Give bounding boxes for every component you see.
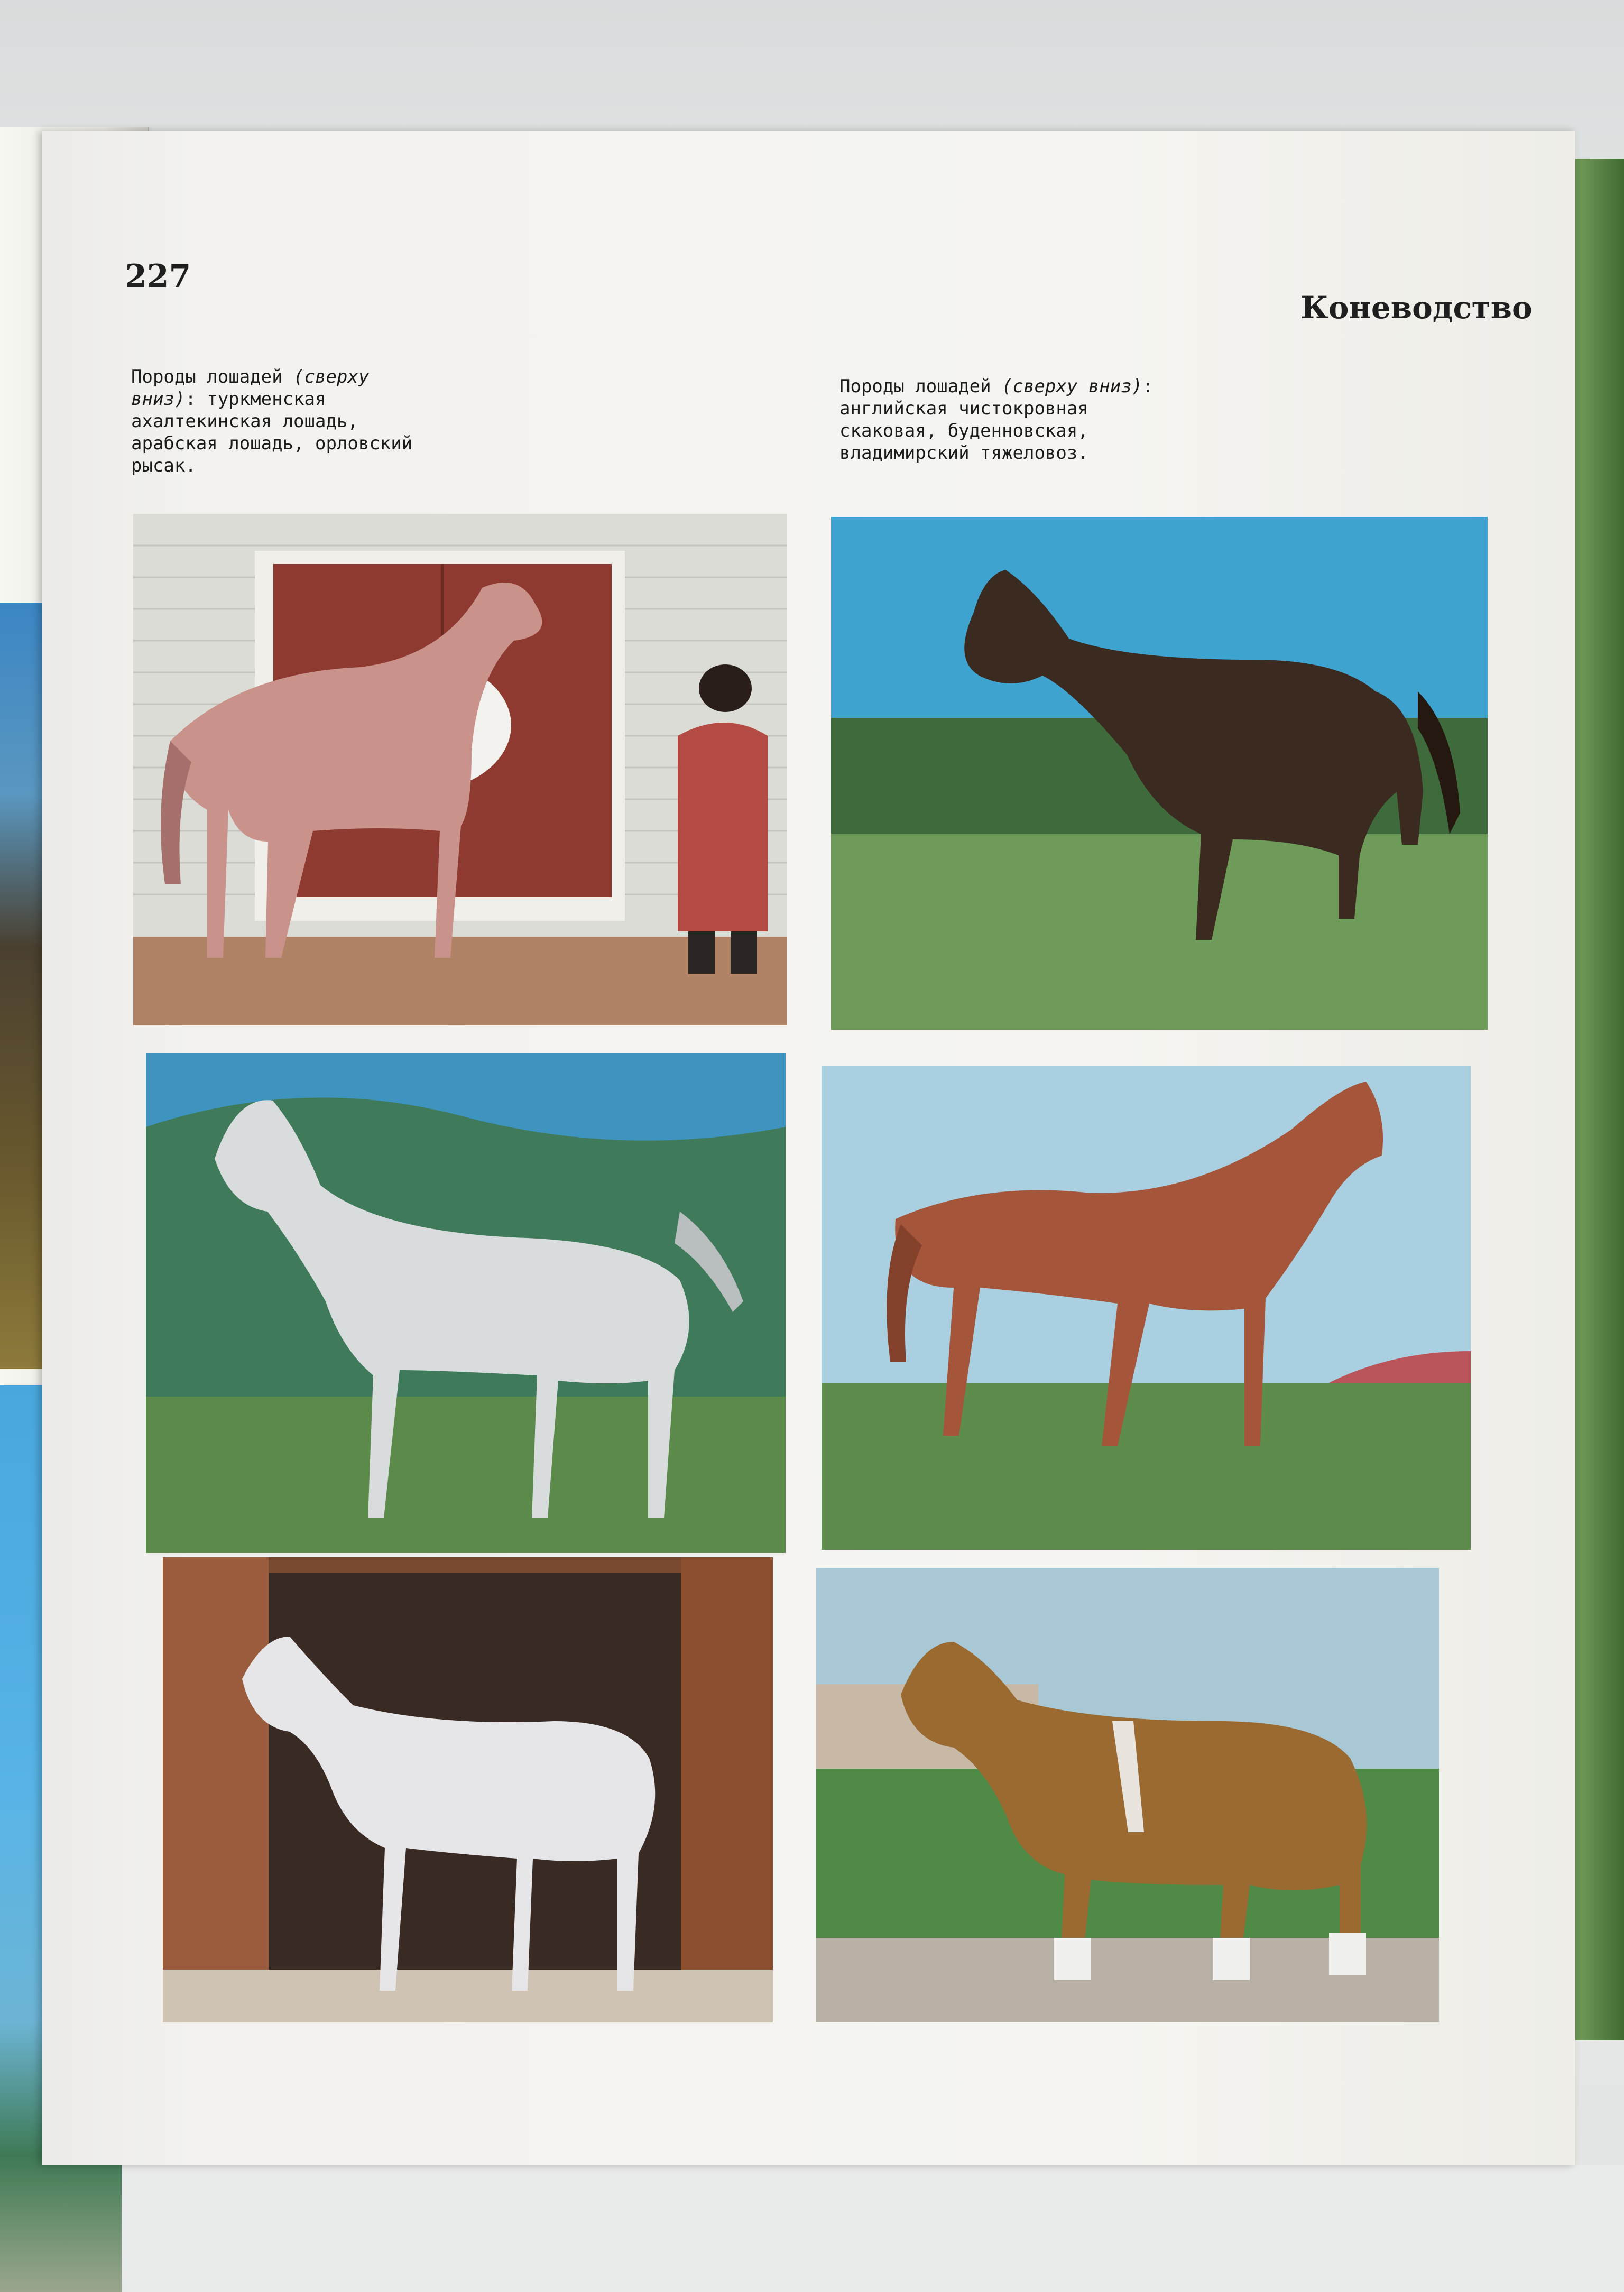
caption-emphasis: (сверху вниз): [131, 366, 370, 410]
photo-vladimir-draft: [816, 1568, 1439, 2022]
caption-lead: Породы лошадей: [839, 376, 1002, 397]
photo-orlov-trotter: [163, 1557, 773, 2022]
photo-thoroughbred: [831, 517, 1488, 1030]
caption-body: : английская чистокровная скаковая, буденновская, владимирский тяжеловоз.: [839, 376, 1154, 464]
section-title: Коневодство: [1300, 290, 1533, 326]
caption-lead: Породы лошадей: [131, 366, 294, 387]
photo-budyonny: [822, 1066, 1471, 1550]
page-number: 227: [125, 258, 191, 295]
photo-arabian: [146, 1053, 786, 1553]
caption-left: [131, 366, 427, 477]
caption-right: [839, 375, 1157, 464]
caption-body: : туркменская ахалтекинская лошадь, арабская лошадь, орловский рысак.: [131, 389, 413, 476]
caption-emphasis: (сверху вниз): [1002, 376, 1143, 397]
photo-akhal-teke: [133, 514, 787, 1025]
